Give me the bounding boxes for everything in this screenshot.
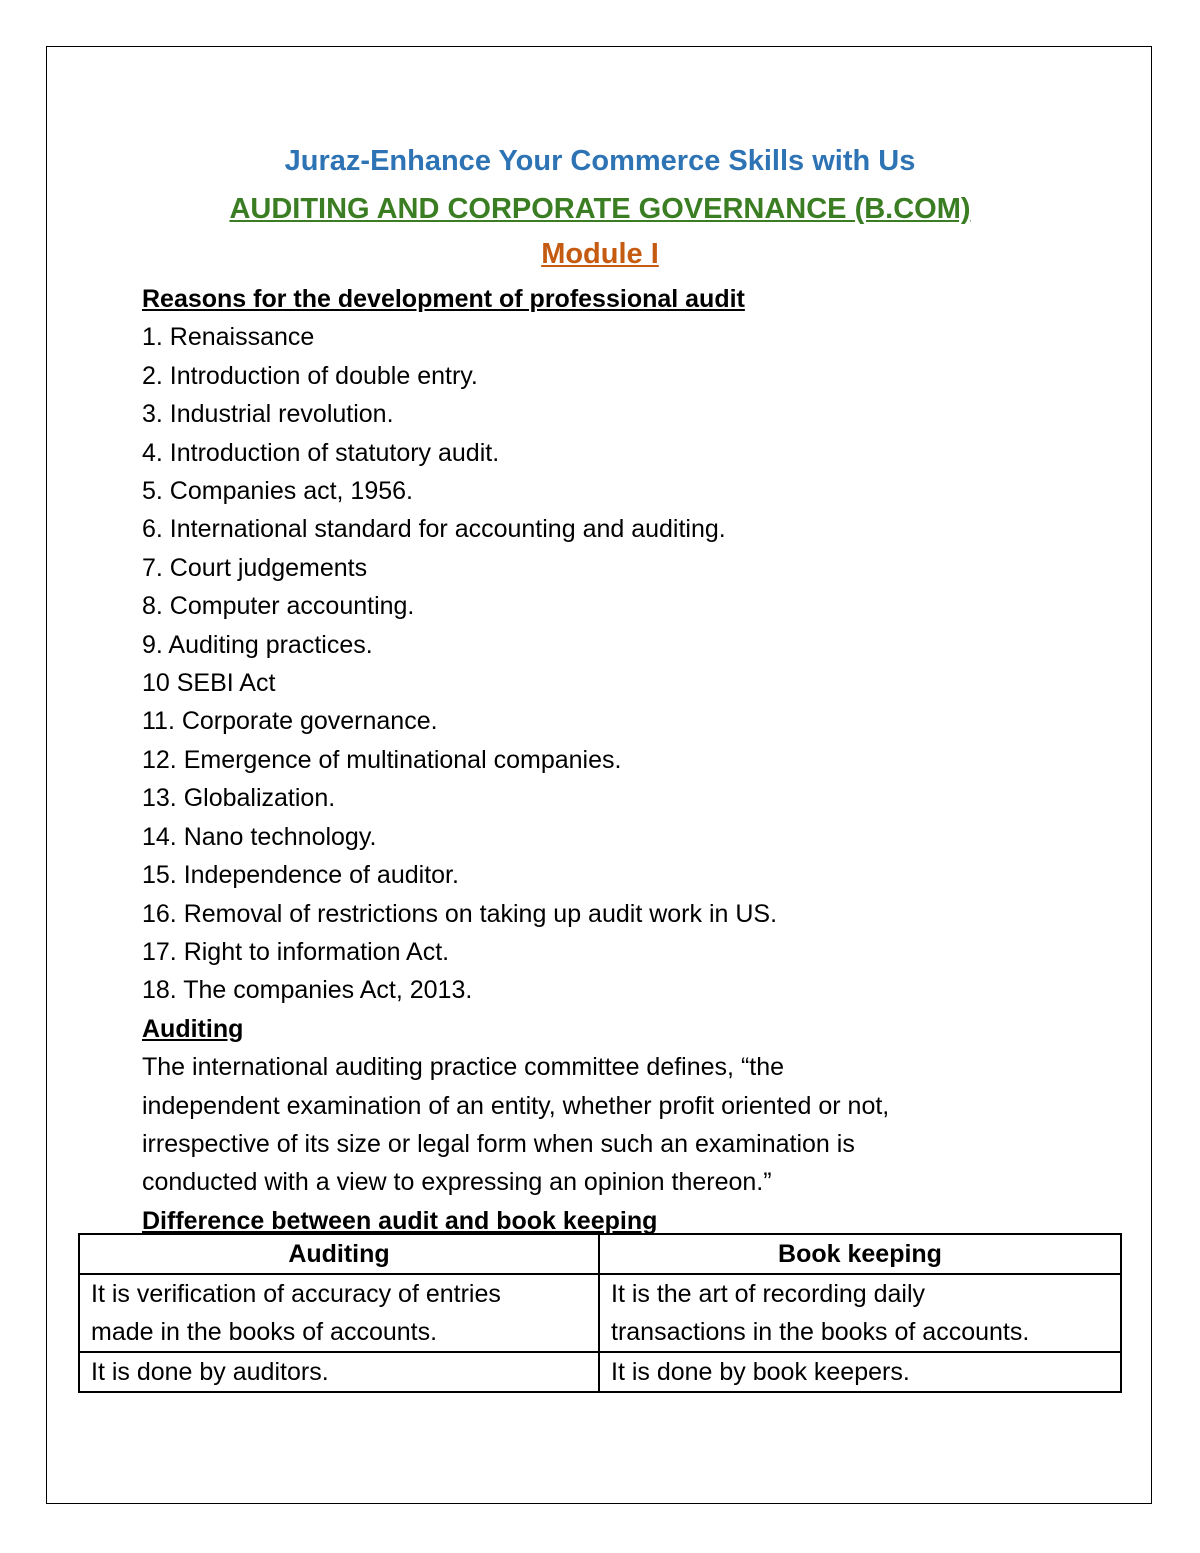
column-header-auditing: Auditing bbox=[79, 1234, 599, 1274]
list-item: 15. Independence of auditor. bbox=[142, 861, 459, 890]
cell-line: transactions in the books of accounts. bbox=[611, 1318, 1030, 1346]
table-cell bbox=[79, 1352, 599, 1392]
table-row bbox=[79, 1352, 1121, 1392]
definition-line: The international auditing practice committee defines, “the bbox=[142, 1053, 785, 1082]
list-item: 7. Court judgements bbox=[142, 553, 368, 582]
list-item: 5. Companies act, 1956. bbox=[142, 477, 413, 506]
difference-heading: Difference between audit and book keeping bbox=[142, 1206, 658, 1235]
course-title: AUDITING AND CORPORATE GOVERNANCE (B.COM) bbox=[229, 193, 971, 225]
list-item: 17. Right to information Act. bbox=[142, 937, 450, 966]
table-header-row bbox=[79, 1234, 1121, 1274]
list-item: 1. Renaissance bbox=[142, 323, 315, 352]
list-item: 4. Introduction of statutory audit. bbox=[142, 438, 500, 467]
list-item: 9. Auditing practices. bbox=[142, 630, 373, 659]
list-item: 2. Introduction of double entry. bbox=[142, 361, 478, 390]
table-cell bbox=[599, 1274, 1121, 1352]
list-item: 18. The companies Act, 2013. bbox=[142, 976, 473, 1005]
definition-line: irrespective of its size or legal form when such an examination is bbox=[142, 1129, 855, 1158]
list-item: 6. International standard for accounting and auditing. bbox=[142, 515, 726, 544]
list-item: 8. Computer accounting. bbox=[142, 592, 415, 621]
reasons-heading: Reasons for the development of professional audit bbox=[142, 285, 745, 313]
definition-line: conducted with a view to expressing an opinion thereon.” bbox=[142, 1168, 772, 1197]
list-item: 11. Corporate governance. bbox=[142, 707, 438, 736]
table-row bbox=[79, 1274, 1121, 1352]
module-title: Module I bbox=[541, 238, 659, 270]
auditing-heading: Auditing bbox=[142, 1014, 244, 1043]
table-cell bbox=[599, 1352, 1121, 1392]
list-item: 3. Industrial revolution. bbox=[142, 400, 394, 429]
auditing-definition bbox=[142, 1048, 1102, 1202]
cell-line: made in the books of accounts. bbox=[91, 1318, 438, 1346]
cell-line: It is verification of accuracy of entries bbox=[91, 1280, 501, 1308]
list-item: 10 SEBI Act bbox=[142, 669, 276, 698]
brand-line: Juraz-Enhance Your Commerce Skills with Us bbox=[284, 145, 916, 177]
table-cell bbox=[79, 1274, 599, 1352]
definition-line: independent examination of an entity, whether profit oriented or not, bbox=[142, 1091, 890, 1120]
cell-line: It is done by book keepers. bbox=[611, 1358, 910, 1386]
list-item: 13. Globalization. bbox=[142, 784, 336, 813]
list-item: 16. Removal of restrictions on taking up audit work in US. bbox=[142, 899, 778, 928]
list-item: 12. Emergence of multinational companies. bbox=[142, 745, 622, 774]
difference-table bbox=[78, 1233, 1122, 1393]
cell-line: It is the art of recording daily bbox=[611, 1280, 926, 1308]
reasons-list bbox=[142, 318, 1102, 1009]
cell-line: It is done by auditors. bbox=[91, 1358, 329, 1386]
list-item: 14. Nano technology. bbox=[142, 822, 377, 851]
column-header-book-keeping: Book keeping bbox=[599, 1234, 1121, 1274]
document-body bbox=[142, 280, 1102, 1240]
